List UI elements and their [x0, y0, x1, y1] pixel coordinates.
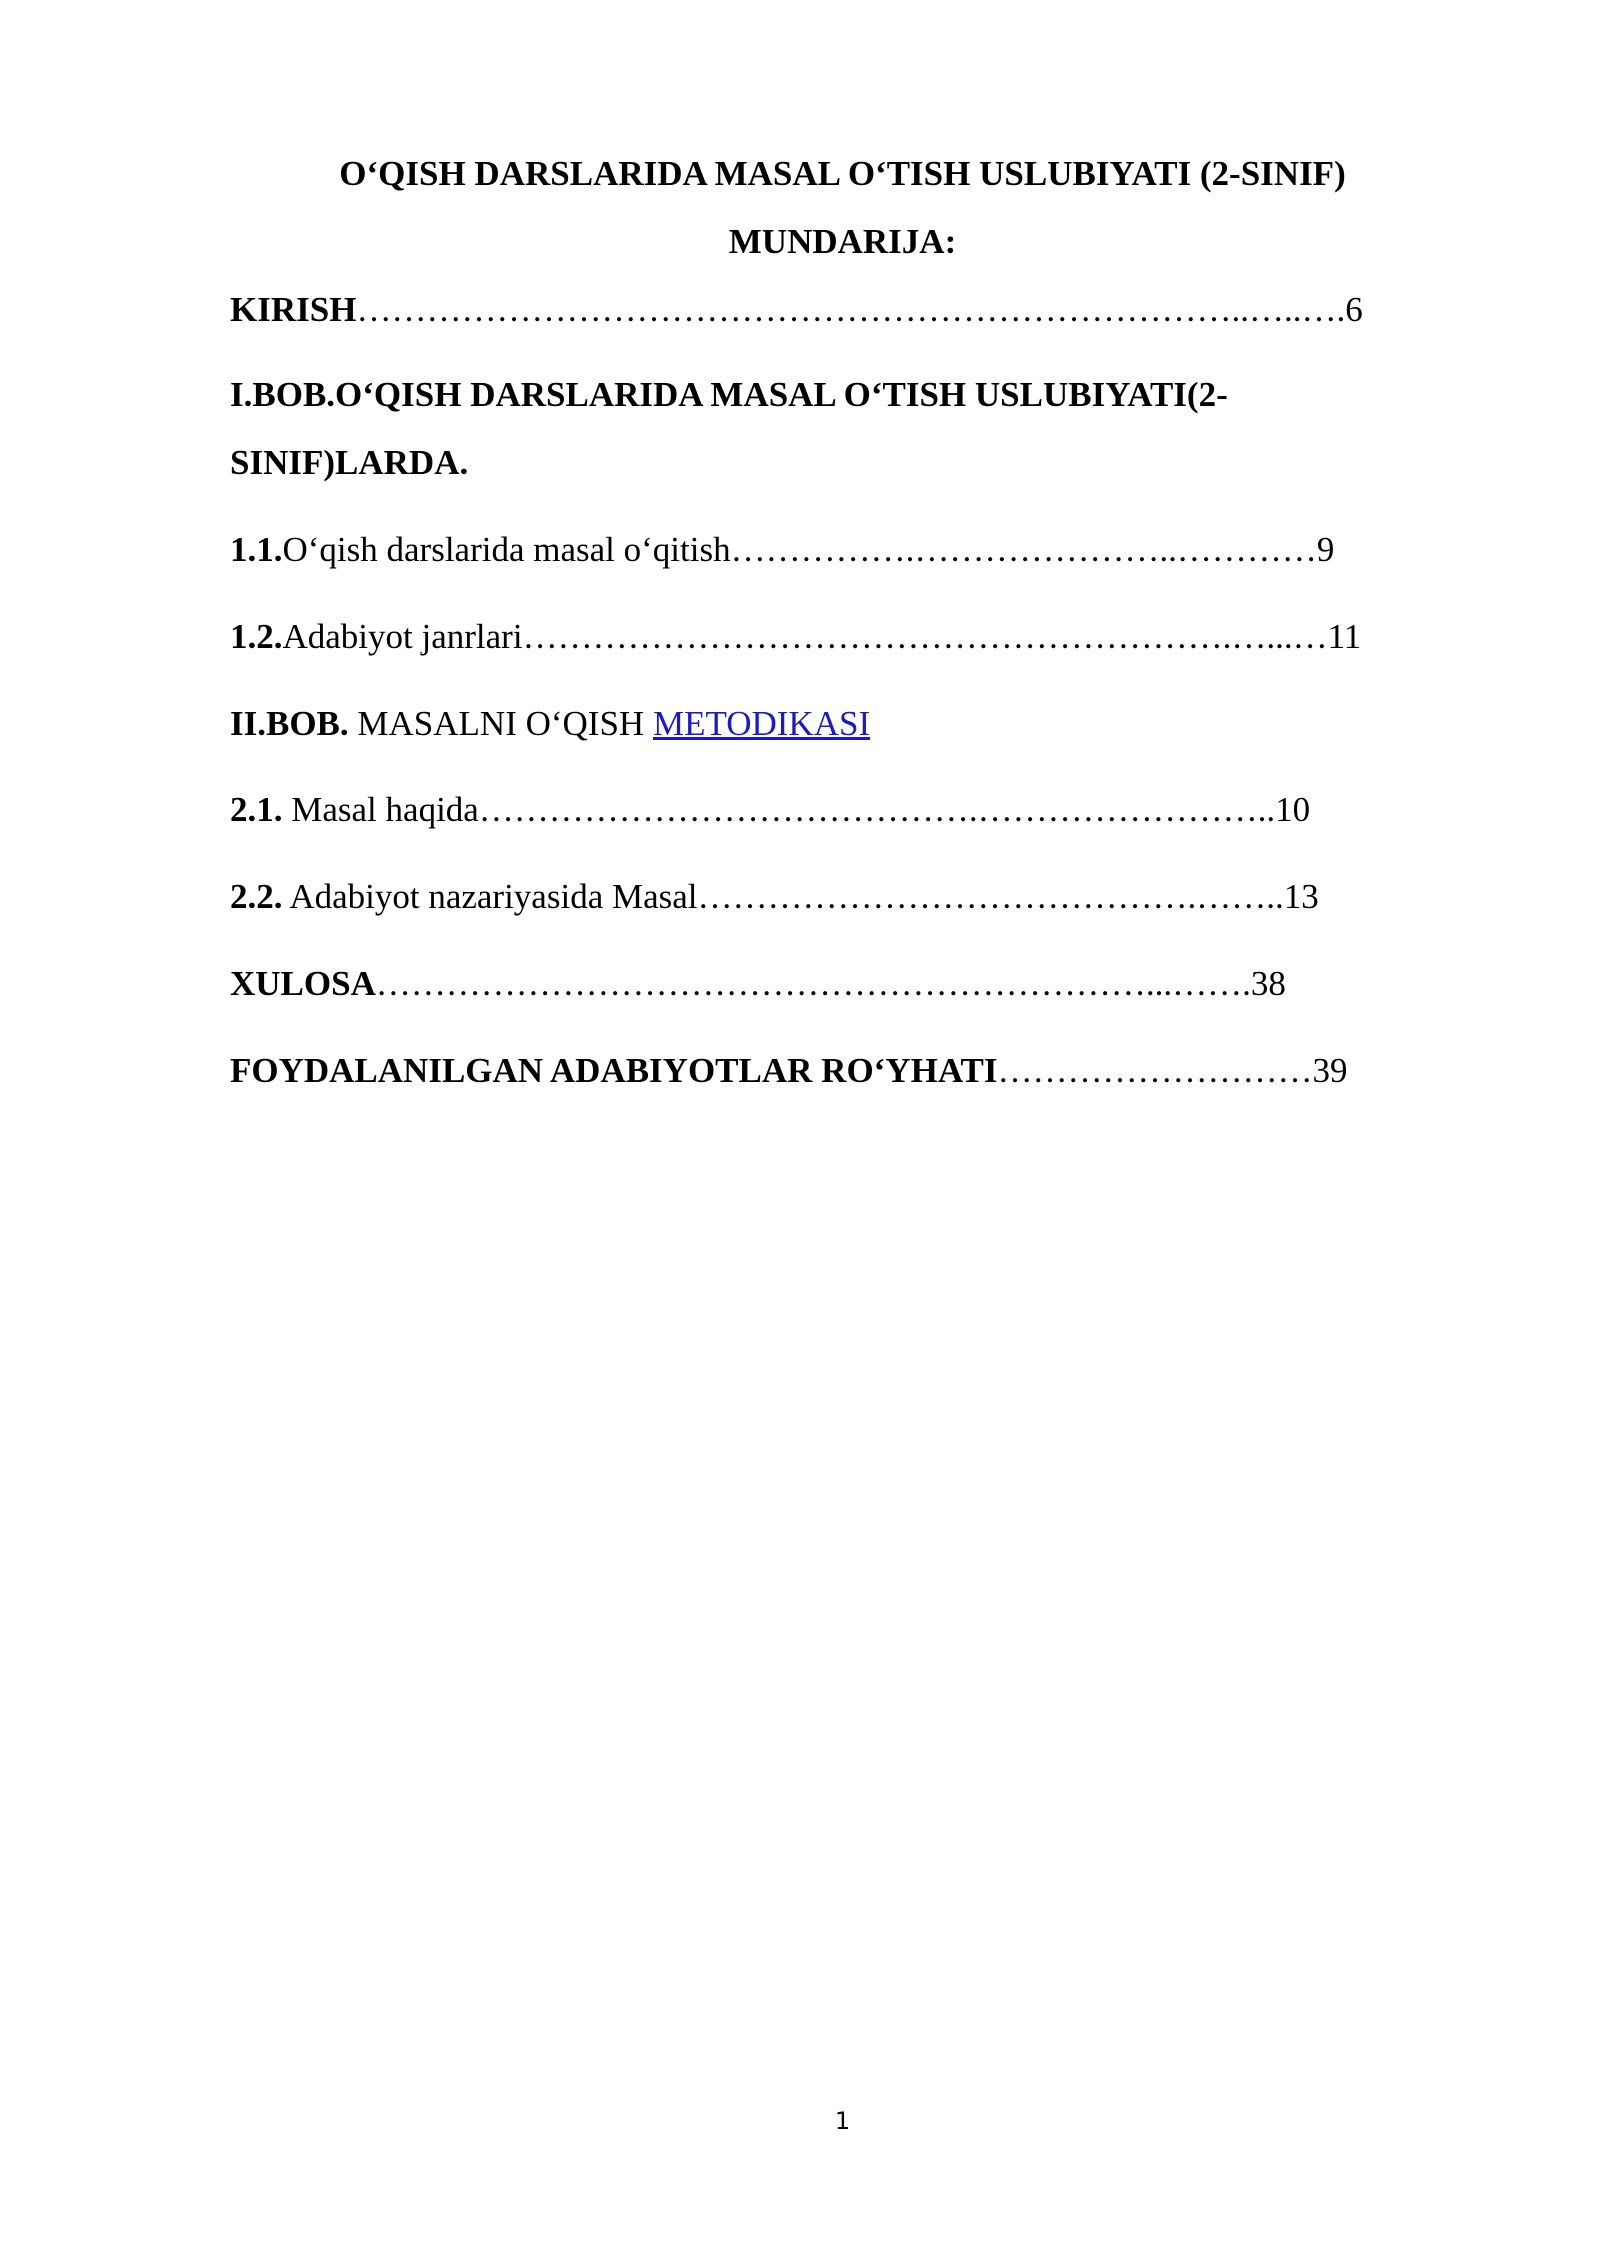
toc-entry-number: 1.1.	[230, 530, 283, 569]
toc-leader-dots: …………………………………………………….…...…	[522, 617, 1328, 656]
toc-leader-dots: …………………………………….……………………..	[478, 790, 1276, 829]
toc-page-number: 9	[1316, 530, 1335, 569]
toc-page-number: 11	[1327, 617, 1362, 656]
toc-entry-number: 2.2.	[230, 877, 283, 916]
toc-entry-1-1	[230, 526, 1334, 574]
toc-page-number: 13	[1283, 877, 1319, 916]
toc-entry-kirish	[230, 286, 1363, 334]
toc-leader-dots: ………………………	[997, 1051, 1313, 1090]
toc-page-number: 6	[1345, 290, 1363, 329]
toc-entry-label: KIRISH	[230, 290, 357, 329]
toc-entry-2-1	[230, 786, 1310, 834]
toc-leader-dots: …………….…………………..…………	[730, 530, 1317, 569]
toc-leader-dots: …………………………………………………………...…….	[375, 964, 1251, 1003]
toc-entry-number: 2.1.	[230, 790, 283, 829]
toc-entry-2-2	[230, 873, 1319, 921]
toc-page-number: 39	[1312, 1051, 1348, 1090]
toc-entry-label: FOYDALANILGAN ADABIYOTLAR RO‘YHATI	[230, 1051, 998, 1090]
toc-entry-label: Adabiyot nazariyasida Masal	[282, 877, 698, 916]
toc-entry-label: Masal haqida	[282, 790, 479, 829]
toc-entry-adabiyotlar	[230, 1047, 1347, 1095]
toc-page-number: 38	[1250, 964, 1286, 1003]
toc-entry-number: II.BOB.	[230, 704, 349, 743]
toc-entry-1-2	[230, 613, 1361, 661]
toc-entry-label: Adabiyot janrlari	[282, 617, 523, 656]
toc-chapter-2	[230, 700, 870, 748]
toc-chapter-1: I.BOB.O‘QISH DARSLARIDA MASAL O‘TISH USLUBIYATI(2-SINIF)LARDA.	[230, 375, 1228, 482]
document-title: O‘QISH DARSLARIDA MASAL O‘TISH USLUBIYATI (2-SINIF)	[339, 154, 1346, 193]
toc-entry-label: MASALNI O‘QISH	[348, 704, 653, 743]
metodikasi-link[interactable]: METODIKASI	[652, 704, 871, 743]
toc-entry-number: 1.2.	[230, 617, 283, 656]
toc-entry-xulosa	[230, 960, 1286, 1008]
toc-page-number: 10	[1275, 790, 1311, 829]
page-number: 1	[834, 2107, 851, 2135]
toc-heading: MUNDARIJA:	[728, 222, 957, 261]
toc-leader-dots: …………………………………….……..	[697, 877, 1284, 916]
toc-leader-dots: …………………………………………………………………..…..….	[356, 290, 1346, 329]
toc-entry-label: O‘qish darslarida masal o‘qitish	[282, 530, 731, 569]
toc-entry-label: XULOSA	[230, 964, 376, 1003]
